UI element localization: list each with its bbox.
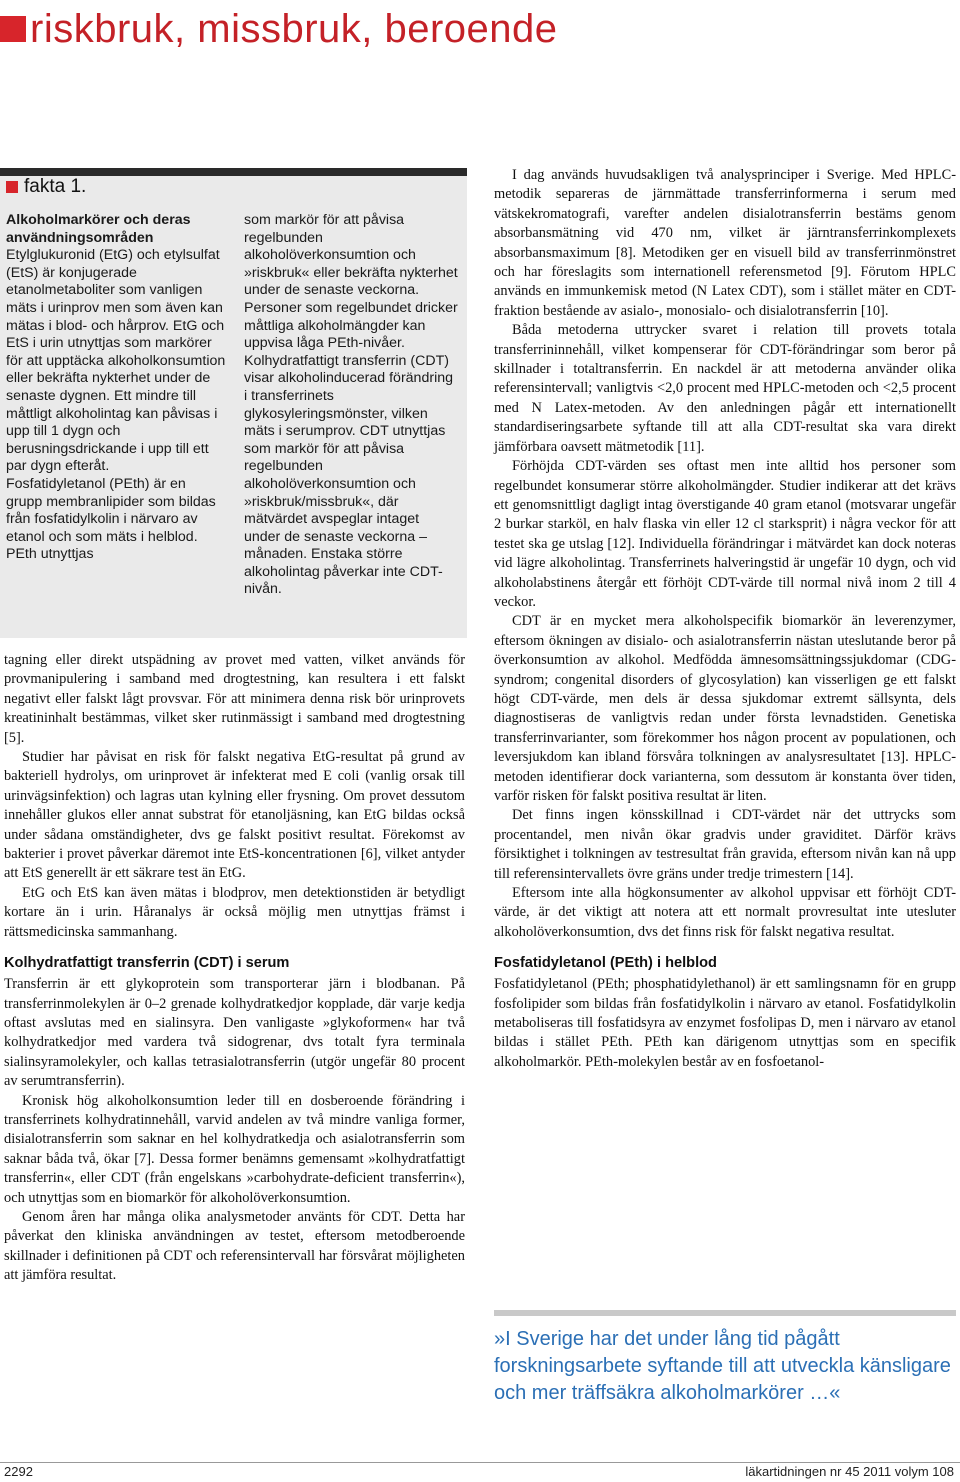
pull-quote: »I Sverige har det under lång tid pågått forskningsarbete syftande till att utveckla känsligare och mer träffsäkra alkoholmarkörer …« xyxy=(494,1310,956,1407)
body-paragraph: Eftersom inte alla högkonsumenter av alkohol uppvisar ett förhöjt CDT-värde, är det viktigt att notera att ett normalt provresultat inte utesluter alkoholöverkonsumtion, dvs det finns risk för falskt negativa resultat. xyxy=(494,885,956,940)
factbox-right-column xyxy=(244,212,458,599)
factbox-label: fakta 1. xyxy=(24,176,87,197)
section-marker-icon xyxy=(0,16,26,42)
body-paragraph: Förhöjda CDT-värden ses oftast men inte alltid hos personer som regelbundet konsumerar större alkoholmängder. Studier indikerar att det krävs ett genomsnittligt dagligt intag överstigande 40 gram etanol (motsvarar ungefär 2 burkar starköl, en halv flaska vin eller 12 cl starksprit) i några veckor för att testet ska ge utslag [12]. Individuella förändringar i mätvärdet kan dock noteras vid lägre alkoholintag. Transferrinets halveringstid är ungefär 10 dygn, och vid alkoholabstinens återgår ett förhöjt CDT-värde till normal nivå inom 2 till 4 veckor. xyxy=(494,458,956,610)
factbox-paragraph: som markör för att påvisa regelbunden alkoholöverkonsumtion och »riskbruk« eller bekräfta nykterhet under de senaste veckorna. Personer som regelbundet dricker måttliga alkoholmängder kan uppvisa låga PEth-nivåer. xyxy=(244,212,458,352)
factbox-top-bar xyxy=(0,168,467,176)
body-paragraph: I dag används huvudsakligen två analysprinciper i Sverige. Med HPLC-metodik separeras de järnmättade transferrinformerna i serum med vätskekromatografi, varefter andelen disialotransferrin bestäms genom absorbansmätning vid 470 nm, vilket är järntransferrinkomplexets absorbansmaximum [8]. Metodiken ger en visuell bild av transferrinmönstret och har föreslagits som internationell referensmetod [9]. Förutom HPLC används en immunkemisk metod (N Latex CDT), som i stället mäter en CDT-fraktion bestående av asialo-, monosialo- och disialotransferrin [10]. xyxy=(494,167,956,319)
article-right-column xyxy=(494,166,956,1072)
body-paragraph: Studier har påvisat en risk för falskt negativa EtG-resultat på grund av bakteriell hydrolys, om urinprovet är infekterat med E coli (vanlig orsak till urinvägsinfektion) och lagras utan kylning eller frysning. Om provet dessutom innehåller glukos eller annat substrat för etanoljäsning, kan EtG bildas också under sådana omständigheter, dvs ge falskt positivt resultat. Förekomst av bakterier i provet påverkar däremot inte EtS-koncentrationen [6], vilket antyder att EtS generellt är ett säkrare test än EtG. xyxy=(4,749,465,882)
factbox-left-column xyxy=(6,212,226,564)
factbox-paragraph: Fosfatidyletanol (PEth) är en grupp membranlipider som bildas från fosfatidylkolin i närvaro av etanol och som mäts i helblod. PEth utnyttjas xyxy=(6,475,216,563)
page-number: 2292 xyxy=(4,1464,33,1479)
body-paragraph: tagning eller direkt utspädning av provet med vatten, vilket används för provmanipulering i samband med drogtestning, kan resultera i ett falskt negativt eller falskt lågt provsvar. För att minimera denna risk bör urinprovets kreatininhalt bestämmas, vilket sker rutinmässigt i samband med drogtestning [5]. xyxy=(4,652,465,746)
factbox-title xyxy=(6,176,86,198)
body-paragraph: Fosfatidyletanol (PEth; phosphatidylethanol) är ett samlingsnamn för en grupp fosfolipider som bildas från fosfatidylkolin i närvaro av etanol. Fosfatidylkolin metaboliseras till fosfatidsyra av enzymet fosfolipas D, men i närvaro av etanol bildas i stället PEth. PEth kan därigenom utnyttjas som en specifik alkoholmarkör. PEth-molekylen består av en fosfoetanol- xyxy=(494,976,956,1070)
section-header xyxy=(0,4,558,54)
body-paragraph: Det finns ingen könsskillnad i CDT-värdet när det uttrycks som procentandel, men nivån ökar gradvis under graviditet. Därför krävs försiktighet i tolkningen av testresultat från gravida, eftersom nivån kan nå upp till referensintervallets övre gräns under tredje trimestern [14]. xyxy=(494,807,956,882)
body-paragraph: Transferrin är ett glykoprotein som transporterar järn i blodbanan. På transferrinmolekylen är 0–2 grenade kolhydratkedjor kopplade, där varje kedja oftast avslutas med en sialinsyra. Den vanligaste »glykoformen« har två kolhydratkedjor med vardera två sidogrenar, dvs totalt fyra terminala sialinsyramolekyler, och kallas tetrasialotransferrin (utgör ungefär 80 procent av serumtransferrin). xyxy=(4,976,465,1090)
factbox-heading: Alkoholmarkörer och deras användningsområden xyxy=(6,212,191,246)
section-title: riskbruk, missbruk, beroende xyxy=(30,6,558,51)
body-paragraph: Båda metoderna uttrycker svaret i relation till provets totala transferrininnehåll, vilket kompenserar för CDT-förändringar som beror på skillnader i totaltransferrin. En nackdel är att metoderna använder olika referensintervall; vanligtvis <2,0 procent med HPLC-metoden och <2,5 procent med N Latex-metoden. Av den anledningen pågår ett internationellt standardiseringsarbete syftande till att alla CDT-resultat ska vara direkt jämförbara oavsett mätmetodik [11]. xyxy=(494,322,956,455)
journal-name: läkartidningen nr 45 2011 volym 108 xyxy=(745,1464,954,1479)
factbox-paragraph: Kolhydratfattigt transferrin (CDT) visar alkoholinducerad förändring i transferrinets glykosyleringsmönster, vilken mäts i serumprov. CDT utnyttjas som markör för att påvisa regelbunden alkoholöverkonsumtion och »riskbruk/missbruk«, där mätvärdet avspeglar intaget under de senaste veckorna – månaden. Enstaka större alkoholintag påverkar inte CDT-nivån. xyxy=(244,352,453,598)
body-paragraph: Genom åren har många olika analysmetoder använts för CDT. Detta har påverkat den kliniska användningen av testet, eftersom metodberoende skillnader i definitionen på CDT och referensintervall har försvårat möjligheten att jämföra resultat. xyxy=(4,1208,465,1284)
factbox-marker-icon xyxy=(6,181,18,193)
factbox-paragraph: Etylglukuronid (EtG) och etylsulfat (EtS) är konjugerade etanolmetaboliter som vanligen mäts i urinprov men som även kan mätas i blod- och hårprov. EtG och EtS i urin utnyttjas som markörer för att upptäcka alkoholkonsumtion eller bekräfta nykterhet under de senaste dygnen. Ett mindre till måttligt alkoholintag kan påvisas i upp till 1 dygn och berusningsdrickande i upp till ett par dygn efteråt. xyxy=(6,247,226,475)
body-paragraph: EtG och EtS kan även mätas i blodprov, men detektionstiden är betydligt kortare än i urin. Håranalys är också möjlig men utnyttjas främst i rättsmedicinska sammanhang. xyxy=(4,884,465,940)
subheading-cdt: Kolhydratfattigt transferrin (CDT) i serum xyxy=(4,955,290,972)
subheading-peth: Fosfatidyletanol (PEth) i helblod xyxy=(494,955,717,972)
body-paragraph: Kronisk hög alkoholkonsumtion leder till en dosberoende förändring i transferrinets kolhydratinnehåll, varvid andelen av två mindre vanliga former, disialotransferrin som saknar en hel kolhydratkedja och asialotransferrin som saknar båda två, ökar [7]. Dessa former benämns gemensamt »kolhydratfattigt transferrin«, eller CDT (från engelskans »carbohydrate-deficient transferrin«), och utnyttjas som en biomarkör för alkoholöverkonsumtion. xyxy=(4,1092,465,1206)
body-paragraph: CDT är en mycket mera alkoholspecifik biomarkör än leverenzymer, eftersom ökningen av disialo- och asialotransferrin nästan uteslutande beror på överkonsumtion av alkohol. Medfödda ämnesomsättningssjukdomar (CDG-syndrom; congenital disorders of glycosylation) kan visserligen ge ett falskt högt CDT-värde, men dels är dessa sjukdomar extremt sällsynta, dels diagnostiseras de vanligtvis redan under första levnadstiden. Genetiska transferrinvarianter, som förekommer hos någon procent av populationen, och leversjukdom kan ibland försvåra tolkningen av analysresultatet [13]. HPLC-metoden identifierar dock varianterna, som dessutom är konstanta över tiden, varför risken för falskt positiva resultat är liten. xyxy=(494,613,956,804)
article-left-column xyxy=(4,651,465,1286)
footer-divider xyxy=(0,1462,960,1463)
